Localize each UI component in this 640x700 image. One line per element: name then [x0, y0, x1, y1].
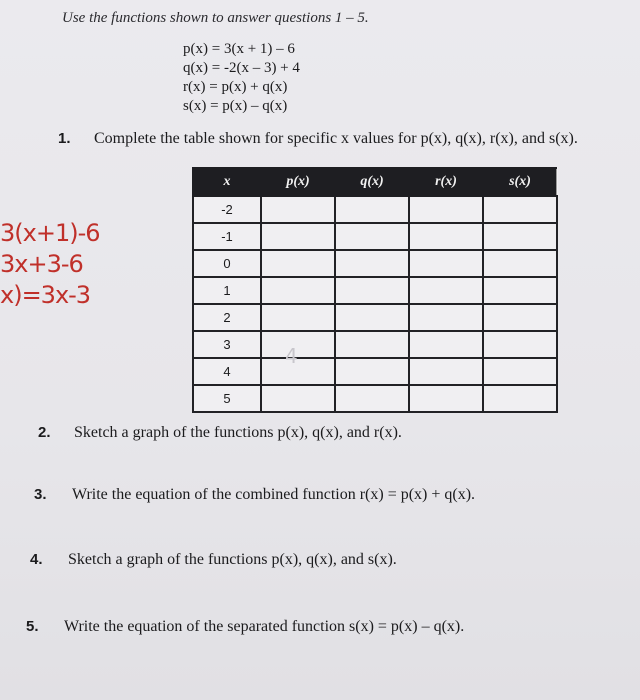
question-text: Write the equation of the combined function r(x) = p(x) + q(x).	[72, 486, 476, 503]
q-cell[interactable]	[335, 385, 409, 412]
header-r: r(x)	[409, 168, 483, 196]
p-cell[interactable]	[261, 250, 335, 277]
question-number: 1.	[58, 130, 71, 147]
s-cell[interactable]	[483, 196, 557, 223]
r-cell[interactable]	[409, 358, 483, 385]
function-q: q(x) = -2(x – 3) + 4	[183, 60, 300, 76]
r-cell[interactable]	[409, 331, 483, 358]
p-cell[interactable]	[261, 196, 335, 223]
function-s: s(x) = p(x) – q(x)	[183, 98, 288, 114]
handwritten-line: 3(x+1)-6	[0, 219, 100, 247]
handwritten-table-mark: 4	[285, 344, 298, 368]
p-cell[interactable]	[261, 385, 335, 412]
r-cell[interactable]	[409, 277, 483, 304]
header-x: x	[193, 168, 261, 196]
table-row	[193, 223, 557, 250]
header-s: s(x)	[483, 168, 557, 196]
x-value: 0	[193, 250, 261, 277]
s-cell[interactable]	[483, 358, 557, 385]
x-value: 2	[193, 304, 261, 331]
r-cell[interactable]	[409, 223, 483, 250]
s-cell[interactable]	[483, 277, 557, 304]
function-definitions	[183, 40, 300, 116]
q-cell[interactable]	[335, 358, 409, 385]
q-cell[interactable]	[335, 196, 409, 223]
table-row	[193, 385, 557, 412]
table-row	[193, 277, 557, 304]
s-cell[interactable]	[483, 385, 557, 412]
question-text: Complete the table shown for specific x values for p(x), q(x), r(x), and s(x).	[94, 130, 578, 147]
question-5	[26, 618, 464, 636]
values-table	[192, 167, 558, 413]
question-3	[34, 486, 475, 504]
question-number: 2.	[38, 424, 51, 441]
table-row	[193, 304, 557, 331]
question-text: Sketch a graph of the functions p(x), q(x), and r(x).	[74, 424, 402, 441]
question-text: Sketch a graph of the functions p(x), q(x), and s(x).	[68, 551, 397, 568]
s-cell[interactable]	[483, 250, 557, 277]
function-r: r(x) = p(x) + q(x)	[183, 79, 288, 95]
q-cell[interactable]	[335, 304, 409, 331]
q-cell[interactable]	[335, 250, 409, 277]
r-cell[interactable]	[409, 385, 483, 412]
p-cell[interactable]	[261, 331, 335, 358]
s-cell[interactable]	[483, 304, 557, 331]
instructions: Use the functions shown to answer questions 1 – 5.	[62, 10, 369, 26]
question-text: Write the equation of the separated function s(x) = p(x) – q(x).	[64, 618, 465, 635]
x-value: -1	[193, 223, 261, 250]
p-cell[interactable]	[261, 223, 335, 250]
table-header-row	[193, 168, 557, 196]
q-cell[interactable]	[335, 331, 409, 358]
x-value: 3	[193, 331, 261, 358]
s-cell[interactable]	[483, 223, 557, 250]
question-number: 3.	[34, 486, 47, 503]
function-p: p(x) = 3(x + 1) – 6	[183, 41, 295, 57]
question-number: 4.	[30, 551, 43, 568]
table-row	[193, 331, 557, 358]
question-2	[38, 424, 402, 442]
question-number: 5.	[26, 618, 39, 635]
handwritten-work	[0, 218, 100, 311]
s-cell[interactable]	[483, 331, 557, 358]
p-cell[interactable]	[261, 304, 335, 331]
table-row	[193, 358, 557, 385]
x-value: 5	[193, 385, 261, 412]
header-q: q(x)	[335, 168, 409, 196]
x-value: 1	[193, 277, 261, 304]
x-value: -2	[193, 196, 261, 223]
r-cell[interactable]	[409, 304, 483, 331]
p-cell[interactable]	[261, 277, 335, 304]
p-cell[interactable]	[261, 358, 335, 385]
q-cell[interactable]	[335, 223, 409, 250]
handwritten-line: x)=3x-3	[0, 281, 91, 309]
question-4	[30, 551, 397, 569]
r-cell[interactable]	[409, 196, 483, 223]
handwritten-line: 3x+3-6	[0, 250, 83, 278]
table-row	[193, 196, 557, 223]
table-row	[193, 250, 557, 277]
q-cell[interactable]	[335, 277, 409, 304]
x-value: 4	[193, 358, 261, 385]
header-p: p(x)	[261, 168, 335, 196]
r-cell[interactable]	[409, 250, 483, 277]
question-1	[58, 130, 578, 148]
